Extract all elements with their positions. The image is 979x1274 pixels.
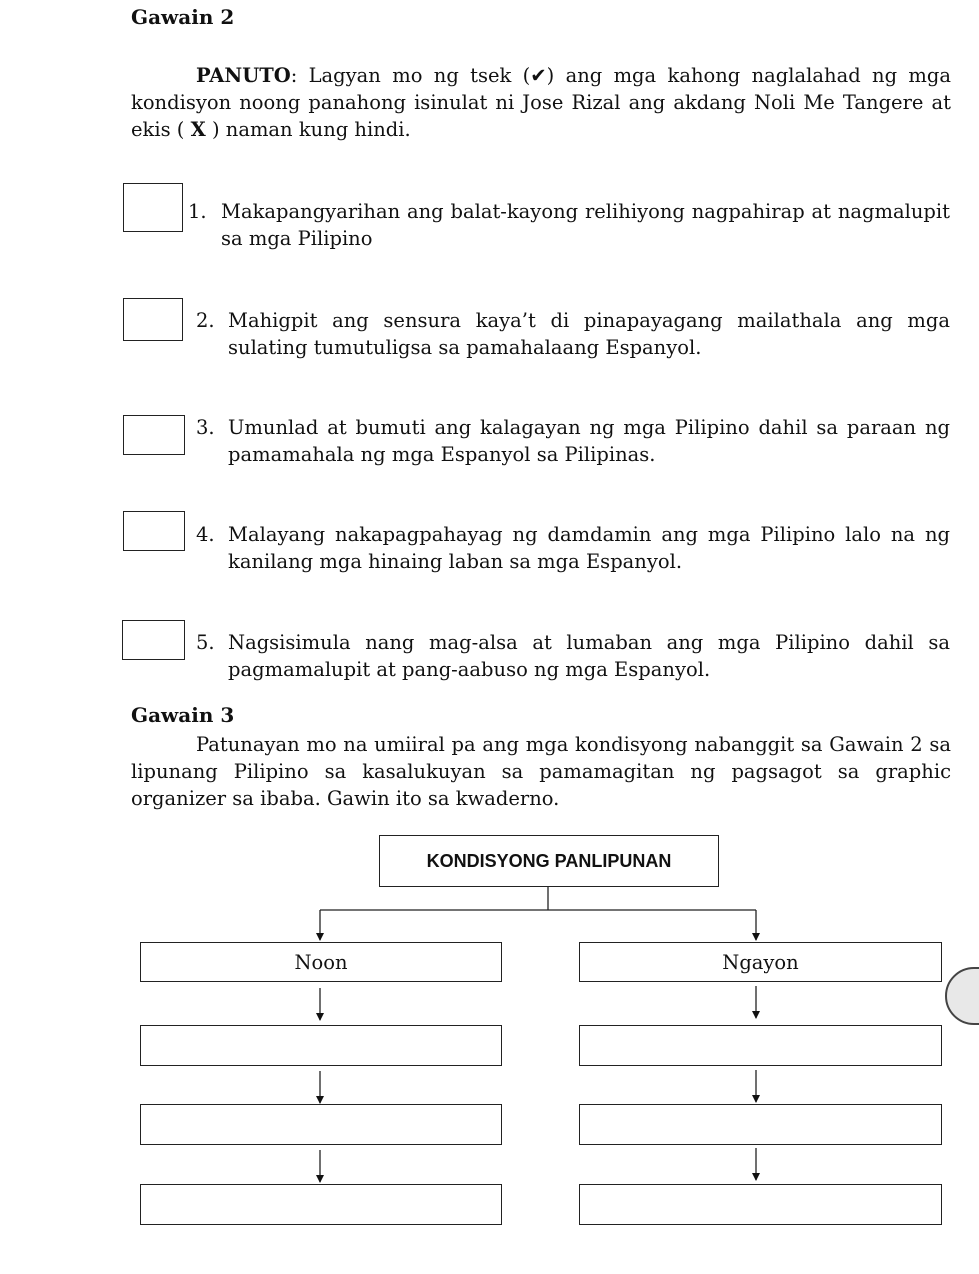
noon-answer-box-1[interactable]	[140, 1025, 502, 1066]
ngayon-answer-box-3[interactable]	[579, 1184, 942, 1225]
item-line1: Malayang nakapagpahayag ng damdamin ang mga Pilipino lalo na ng	[228, 523, 950, 546]
instructions-line3a: ekis (	[131, 118, 191, 141]
gawain3-line2: lipunang Pilipino sa kasalukuyan sa pamamagitan ng pagsagot sa graphic	[131, 760, 951, 783]
item-line1: Umunlad at bumuti ang kalagayan ng mga Pilipino dahil sa paraan ng	[228, 416, 950, 439]
ngayon-answer-box-2[interactable]	[579, 1104, 942, 1145]
item-line1: Mahigpit ang sensura kaya’t di pinapayagang mailathala ang mga	[228, 309, 950, 332]
item-line2: sulating tumutuligsa sa pamahalaang Espanyol.	[228, 336, 702, 359]
noon-header-box	[140, 942, 502, 982]
gawain2-heading: Gawain 2	[131, 5, 235, 29]
instructions-line2: kondisyon noong panahong isinulat ni Jose Rizal ang akdang Noli Me Tangere at	[131, 91, 951, 114]
ngayon-label: Ngayon	[722, 950, 799, 974]
item-number: 1.	[188, 200, 207, 223]
item-line1: Makapangyarihan ang balat-kayong relihiyong nagpahirap at nagmalupit	[221, 200, 950, 223]
noon-label: Noon	[294, 950, 348, 974]
noon-answer-box-2[interactable]	[140, 1104, 502, 1145]
item-number: 4.	[196, 523, 215, 546]
item-line2: sa mga Pilipino	[221, 227, 373, 250]
item-number: 2.	[196, 309, 215, 332]
gawain3-heading: Gawain 3	[131, 703, 235, 727]
gawain3-line3: organizer sa ibaba. Gawin ito sa kwaderno.	[131, 787, 560, 810]
noon-answer-box-3[interactable]	[140, 1184, 502, 1225]
item-line2: pagmamalupit at pang-aabuso ng mga Espanyol.	[228, 658, 711, 681]
instructions-line1: : Lagyan mo ng tsek (✔) ang mga kahong naglalahad ng mga	[290, 64, 951, 87]
ngayon-answer-box-1[interactable]	[579, 1025, 942, 1066]
gawain3-line1: Patunayan mo na umiiral pa ang mga kondisyong nabanggit sa Gawain 2 sa	[196, 733, 951, 756]
instructions-line3b: ) naman kung hindi.	[205, 118, 411, 141]
item-line2: kanilang mga hinaing laban sa mga Espanyol.	[228, 550, 683, 573]
item-line2: pamamahala ng mga Espanyol sa Pilipinas.	[228, 443, 656, 466]
x-mark: X	[190, 118, 206, 141]
ngayon-header-box	[579, 942, 942, 982]
item-number: 5.	[196, 631, 215, 654]
item-number: 3.	[196, 416, 215, 439]
instructions-label: PANUTO	[196, 64, 291, 87]
item-line1: Nagsisimula nang mag-alsa at lumaban ang mga Pilipino dahil sa	[228, 631, 950, 654]
organizer-title: KONDISYONG PANLIPUNAN	[426, 850, 672, 871]
